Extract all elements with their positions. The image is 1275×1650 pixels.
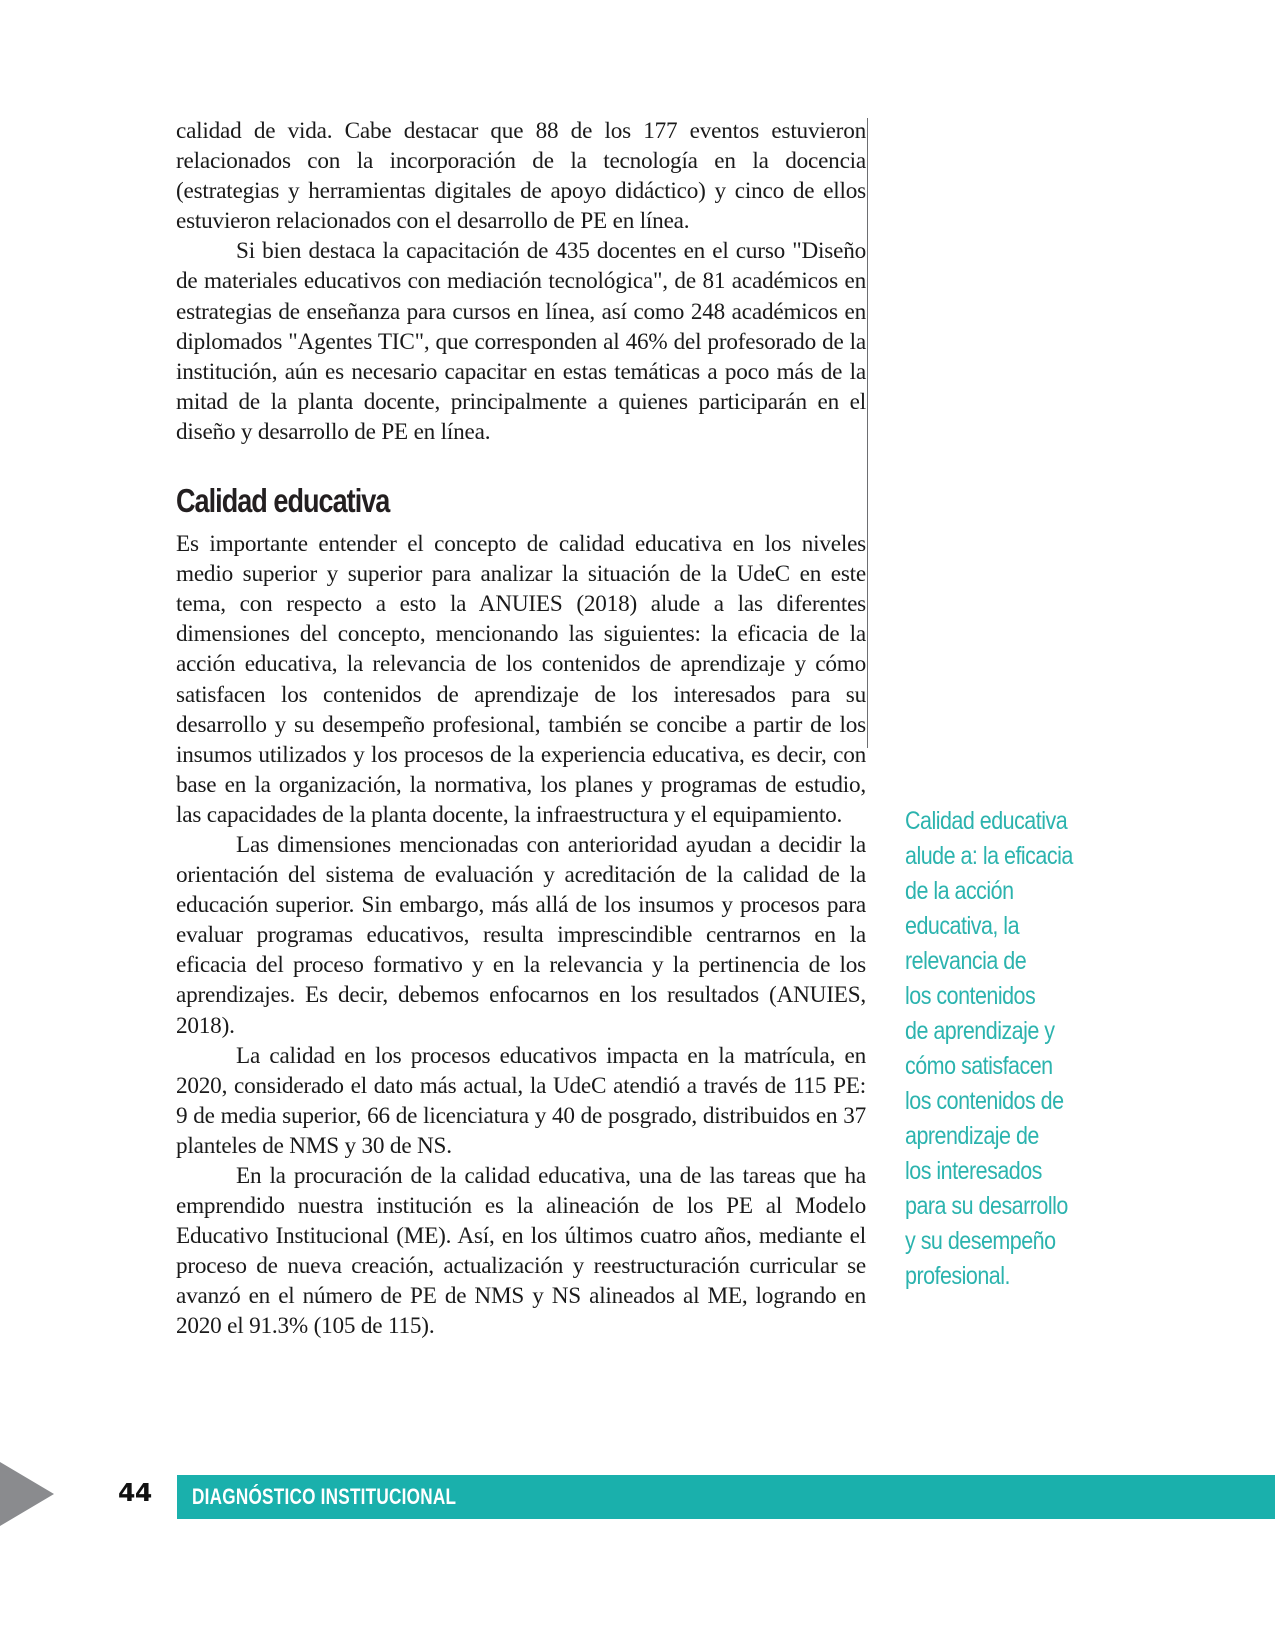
triangle-right-icon bbox=[0, 1462, 54, 1526]
main-text-column bbox=[176, 116, 866, 1342]
pullquote-line: relevancia de bbox=[905, 947, 1027, 975]
body-paragraph: Si bien destaca la capacitación de 435 docentes en el curso "Diseño de materiales educativos con mediación tecnológica", de 81 académicos en estrategias de enseñanza para cursos en línea, así como 248 académicos en diplomados "Agentes TIC", que corresponden al 46% del profesorado de la institución, aún es necesario capacitar en estas temáticas a poco más de la mitad de la planta docente, principalmente a quienes participarán en el diseño y desarrollo de PE en línea. bbox=[176, 238, 866, 445]
body-paragraph: Las dimensiones mencionadas con anterioridad ayudan a decidir la orientación del sistema de evaluación y acreditación de la calidad de la educación superior. Sin embargo, más allá de los insumos y procesos para evaluar programas educativos, resulta imprescindible centrarnos en la eficacia del proceso formativo y en la relevancia y la pertinencia de los aprendizajes. Es decir, debemos enfocarnos en los resultados (ANUIES, 2018). bbox=[176, 831, 866, 1039]
pullquote-line: los contenidos bbox=[905, 982, 1036, 1010]
footer-section-band bbox=[177, 1475, 1275, 1519]
body-paragraph: calidad de vida. Cabe destacar que 88 de los 177 eventos estuvieron relacionados con la incorporación de la tecnología en la docencia (estrategias y herramientas digitales de apoyo didáctico) y cinco de ellos estuvieron relacionados con el desarrollo de PE en línea. bbox=[176, 118, 866, 235]
pullquote-line: cómo satisfacen bbox=[905, 1052, 1053, 1080]
page-number: 44 bbox=[118, 1478, 152, 1507]
pullquote-line: educativa, la bbox=[905, 912, 1020, 940]
pullquote-line: aprendizaje de bbox=[905, 1122, 1039, 1150]
column-divider bbox=[867, 118, 868, 748]
pullquote-line: los contenidos de bbox=[905, 1087, 1064, 1115]
footer-section-label: DIAGNÓSTICO INSTITUCIONAL bbox=[192, 1484, 457, 1509]
pullquote-line: Calidad educativa bbox=[905, 807, 1068, 835]
pullquote-line: alude a: la eficacia bbox=[905, 842, 1073, 870]
pullquote-line: profesional. bbox=[905, 1262, 1010, 1290]
pullquote-line: de aprendizaje y bbox=[905, 1017, 1055, 1045]
body-paragraph: La calidad en los procesos educativos impacta en la matrícula, en 2020, considerado el dato más actual, la UdeC atendió a través de 115 PE: 9 de media superior, 66 de licenciatura y 40 de posgrado, distribuidos en 37 planteles de NMS y 30 de NS. bbox=[176, 1042, 866, 1159]
pullquote bbox=[905, 804, 1105, 1294]
pullquote-line: de la acción bbox=[905, 877, 1014, 905]
body-paragraph: Es importante entender el concepto de calidad educativa en los niveles medio superior y superior para analizar la situación de la UdeC en este tema, con respecto a esto la ANUIES (2018) alude a las diferentes dimensiones del concepto, mencionando las siguientes: la eficacia de la acción educativa, la relevancia de los contenidos de aprendizaje y cómo satisfacen los contenidos de aprendizaje de los interesados para su desarrollo y su desempeño profesional, también se concibe a partir de los insumos utilizados y los procesos de la experiencia educativa, es decir, con base en la organización, la normativa, los planes y programas de estudio, las capacidades de la planta docente, la infraestructura y el equipamiento. bbox=[176, 531, 866, 828]
pullquote-line: los interesados bbox=[905, 1157, 1042, 1185]
pullquote-line: y su desempeño bbox=[905, 1227, 1056, 1255]
section-heading: Calidad educativa bbox=[176, 482, 390, 520]
body-paragraph: En la procuración de la calidad educativa, una de las tareas que ha emprendido nuestra institución es la alineación de los PE al Modelo Educativo Institucional (ME). Así, en los últimos cuatro años, mediante el proceso de nueva creación, actualización y reestructuración curricular se avanzó en el número de PE de NMS y NS alineados al ME, logrando en 2020 el 91.3% (105 de 115). bbox=[176, 1163, 866, 1340]
pullquote-line: para su desarrollo bbox=[905, 1192, 1068, 1220]
